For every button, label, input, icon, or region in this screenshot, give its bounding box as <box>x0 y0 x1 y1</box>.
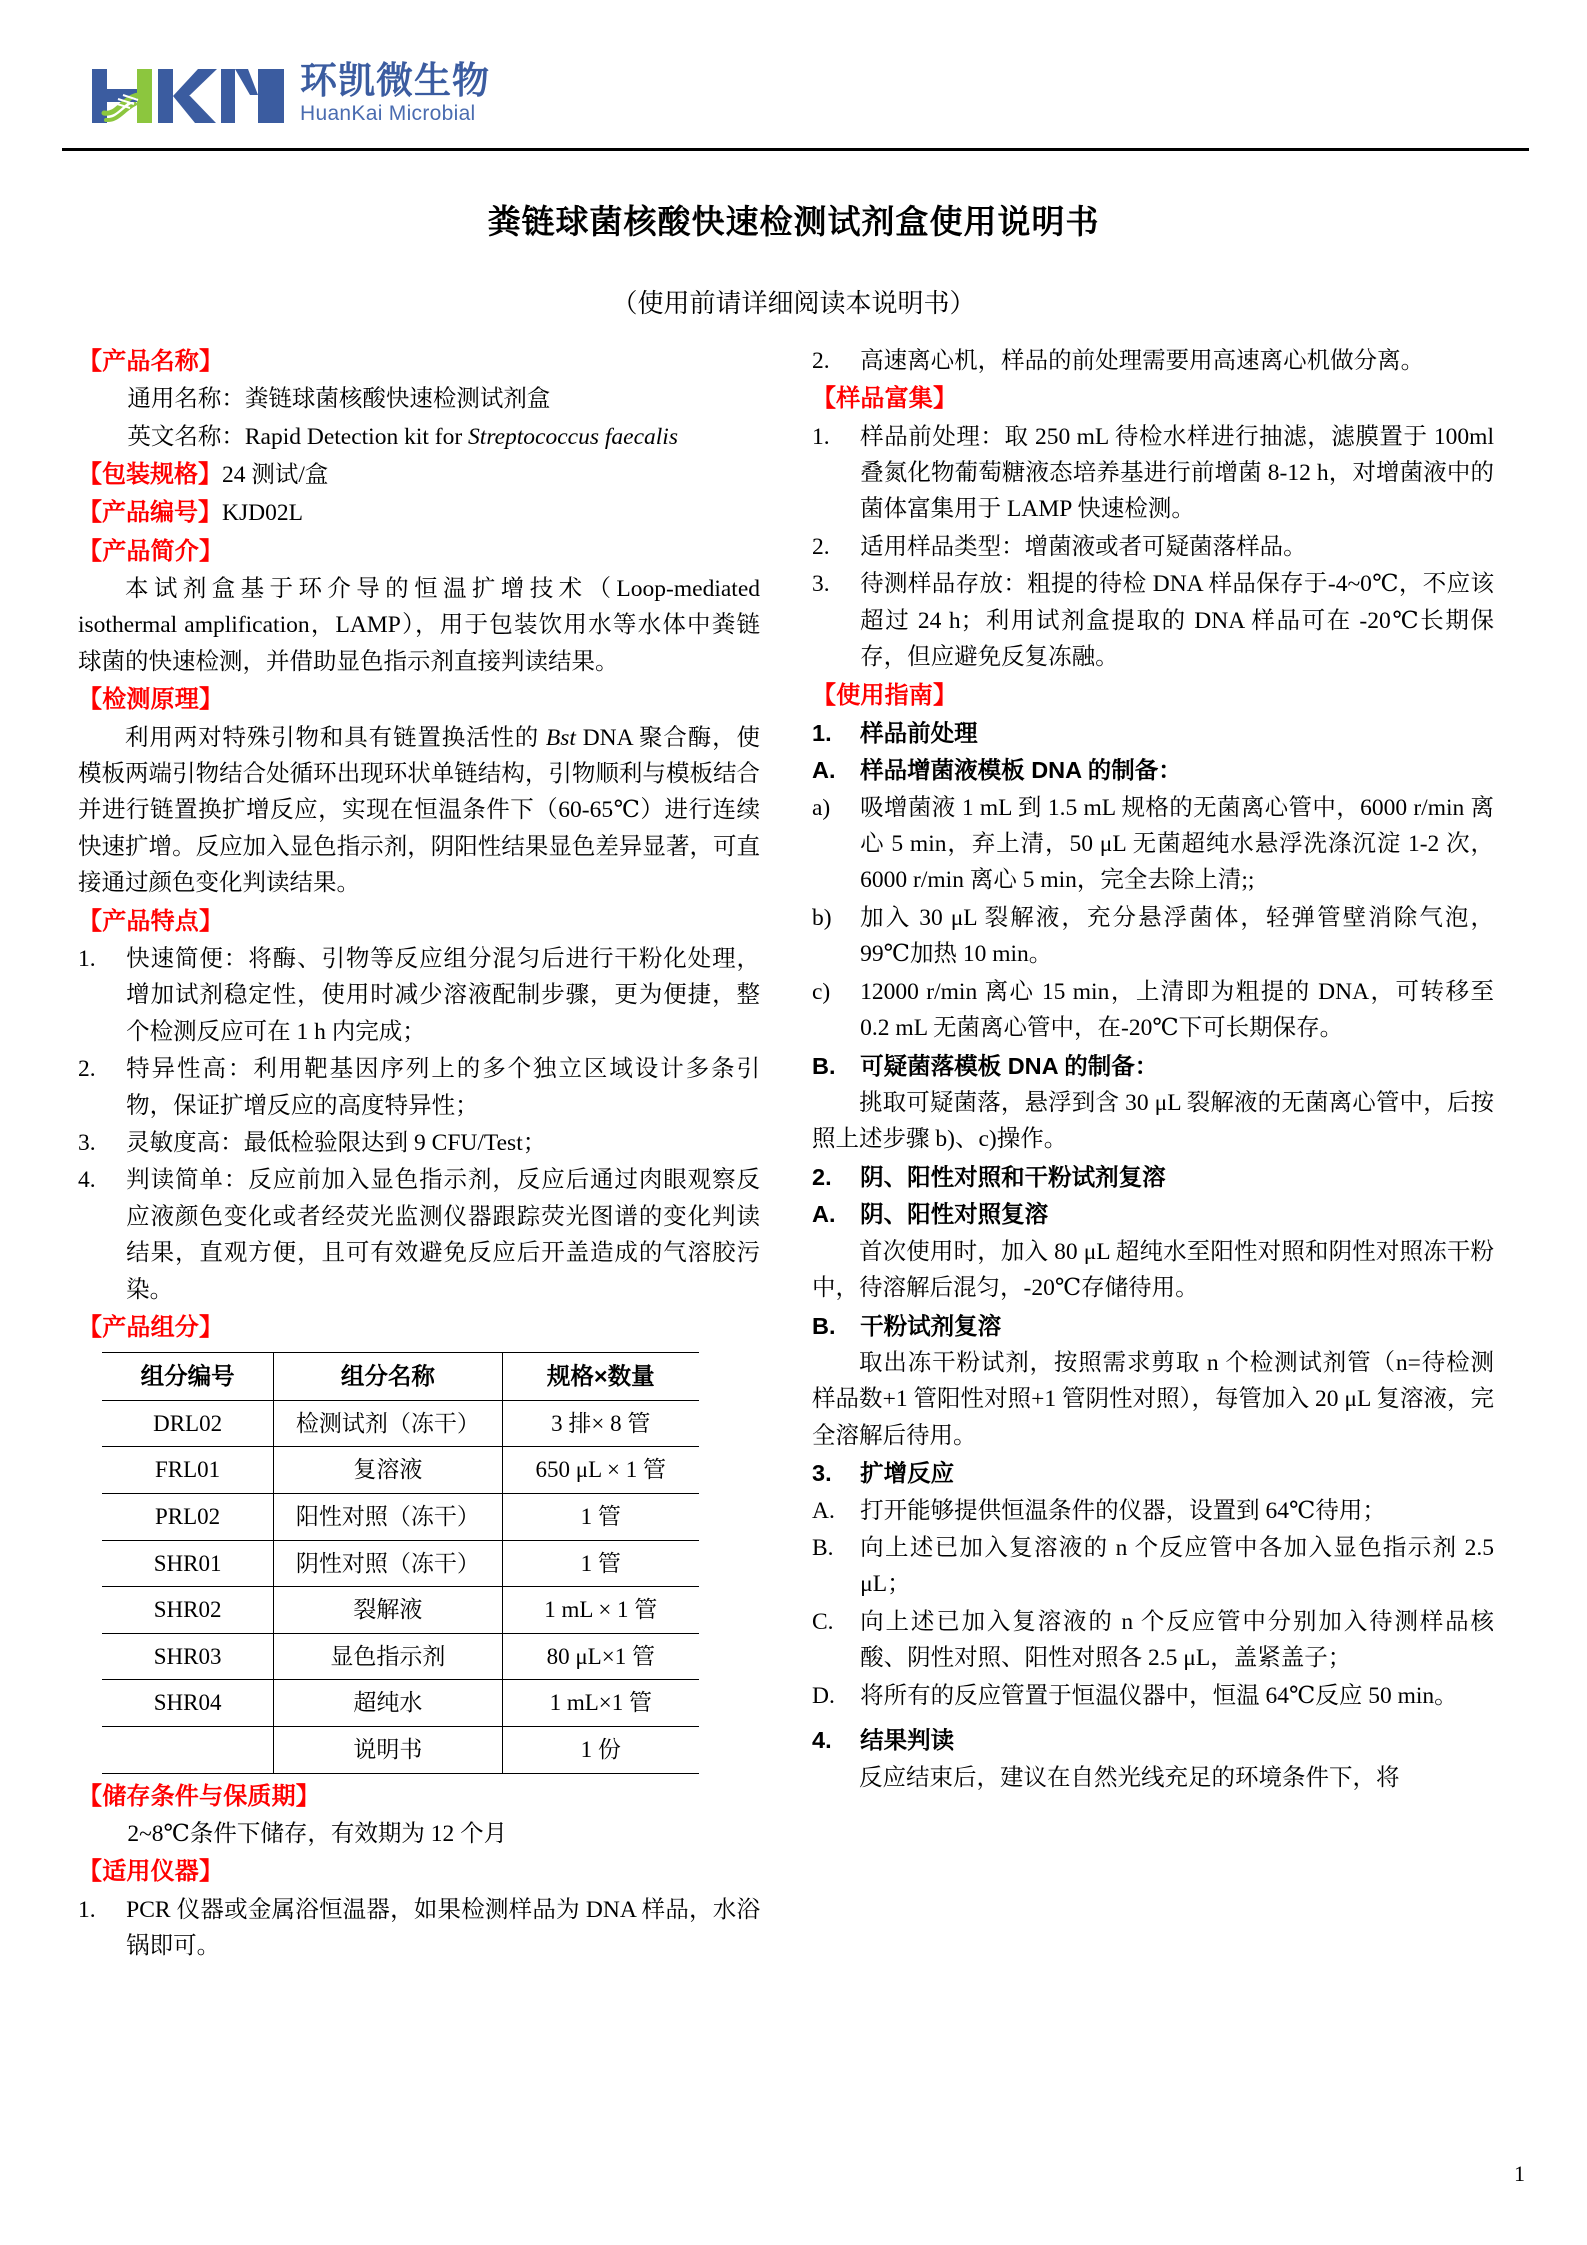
feature-text: 特异性高：利用靶基因序列上的多个独立区域设计多条引物，保证扩增反应的高度特异性； <box>126 1056 760 1119</box>
company-name-en: HuanKai Microbial <box>300 102 476 125</box>
list-item <box>812 343 1494 379</box>
cell-spec: 1 管 <box>502 1540 699 1587</box>
enrichment-text: 样品前处理：取 250 mL 待检水样进行抽滤，滤膜置于 100ml 叠氮化物葡萄糖液态培养基进行前增菌 8-12 h，对增菌液中的菌体富集用于 LAMP 快速检测。 <box>860 423 1494 523</box>
cell-code: SHR01 <box>102 1540 274 1587</box>
principle-text-part1: 利用两对特殊引物和具有链置换活性的 <box>125 724 546 751</box>
enrichment-text: 适用样品类型：增菌液或者可疑菌落样品。 <box>860 533 1307 560</box>
section-principle-heading: 【检测原理】 <box>78 686 224 714</box>
list-item <box>78 1125 760 1161</box>
section-package-spec <box>78 456 760 493</box>
package-spec-heading: 【包装规格】 <box>78 461 222 489</box>
list-item <box>812 566 1494 675</box>
hkm-logo-mark <box>90 63 286 125</box>
logo-wordmark <box>300 62 490 125</box>
intro-text: 本试剂盒基于环介导的恒温扩增技术（Loop-mediated isothermal amplification，LAMP），用于包装饮用水等水体中粪链球菌的快速检测，并借助显色指示剂直接判读结果。 <box>78 576 760 675</box>
package-spec-value: 24 测试/盒 <box>222 462 329 489</box>
section-features-heading: 【产品特点】 <box>78 907 224 935</box>
page-subtitle: （使用前请详细阅读本说明书） <box>611 289 976 318</box>
feature-text: 快速简便：将酶、引物等反应组分混匀后进行干粉化处理，增加试剂稳定性，使用时减少溶液配制步骤，更为便捷，整个检测反应可在 1 h 内完成； <box>126 945 760 1045</box>
list-item <box>78 1892 760 1965</box>
company-name-cn: 环凯微生物 <box>300 60 490 101</box>
column-header-code: 组分编号 <box>102 1353 274 1400</box>
guide-step3-B-text: 向上述已加入复溶液的 n 个反应管中各加入显色指示剂 2.5 μL； <box>860 1535 1494 1598</box>
guide-step1A-num: A. <box>812 757 836 784</box>
guide-step3-A-text: 打开能够提供恒温条件的仪器，设置到 64℃待用； <box>860 1497 1386 1524</box>
right-column <box>812 342 1494 1797</box>
cell-code: DRL02 <box>102 1400 274 1447</box>
section-components-heading: 【产品组分】 <box>78 1314 224 1342</box>
product-english-name <box>78 419 760 455</box>
guide-step3-C-text: 向上述已加入复溶液的 n 个反应管中分别加入待测样品核酸、阴性对照、阳性对照各 2.5 μL，盖紧盖子； <box>860 1608 1494 1672</box>
feature-num: 1. <box>78 945 96 972</box>
cell-name: 超纯水 <box>274 1680 502 1727</box>
column-header-spec: 规格×数量 <box>502 1353 699 1400</box>
guide-step1A-label: 样品增菌液模板 DNA 的制备： <box>860 757 1182 784</box>
guide-step <box>812 1722 1494 1758</box>
list-item <box>812 529 1494 565</box>
cell-spec: 650 μL × 1 管 <box>502 1447 699 1494</box>
product-code-value: KJD02L <box>222 500 303 527</box>
guide-step4-text: 反应结束后，建议在自然光线充足的环境条件下，将 <box>859 1764 1400 1791</box>
english-name-prefix: 英文名称：Rapid Detection kit for <box>127 423 469 450</box>
storage-text: 2~8℃条件下储存，有效期为 12 个月 <box>127 1820 508 1847</box>
section-instruments-heading: 【适用仪器】 <box>78 1858 224 1886</box>
guide-step2A-label: 阴、阳性对照复溶 <box>860 1201 1049 1228</box>
cell-spec: 80 μL×1 管 <box>502 1633 699 1680</box>
cell-code: SHR04 <box>102 1680 274 1727</box>
list-item <box>78 1162 760 1308</box>
page-header <box>0 0 1587 185</box>
enrichment-text: 待测样品存放：粗提的待检 DNA 样品保存于-4~0℃，不应该超过 24 h；利用试剂盒提取的 DNA 样品可在 -20℃长期保存，但应避免反复冻融。 <box>860 571 1494 671</box>
guide-a-text: 吸增菌液 1 mL 到 1.5 mL 规格的无菌离心管中，6000 r/min 离心 5 min，弃上清，50 μL 无菌超纯水悬浮洗涤沉淀 1-2 次，6000 r/min 离心 5 min，完全去除上清;; <box>860 794 1494 894</box>
product-common-name: 通用名称：粪链球菌核酸快速检测试剂盒 <box>127 386 551 413</box>
guide-b-num: b) <box>812 904 832 931</box>
guide-step2B-label: 干粉试剂复溶 <box>860 1312 1002 1339</box>
list-item <box>78 941 760 1050</box>
feature-num: 2. <box>78 1056 96 1083</box>
section-enrichment-heading: 【样品富集】 <box>812 385 958 413</box>
feature-num: 4. <box>78 1167 96 1194</box>
guide-step3-label: 扩增反应 <box>860 1460 955 1487</box>
list-item <box>812 1530 1494 1603</box>
company-logo <box>90 62 490 125</box>
list-item <box>812 1678 1494 1714</box>
guide-step2-label: 阴、阳性对照和干粉试剂复溶 <box>860 1163 1166 1190</box>
instrument-cont-text: 高速离心机，样品的前处理需要用高速离心机做分离。 <box>860 348 1425 374</box>
cell-code: FRL01 <box>102 1447 274 1494</box>
header-divider <box>62 148 1529 151</box>
section-guide-heading: 【使用指南】 <box>812 681 958 709</box>
cell-name: 显色指示剂 <box>274 1633 502 1680</box>
cell-name: 阴性对照（冻干） <box>274 1540 502 1587</box>
section-storage-heading: 【储存条件与保质期】 <box>78 1782 320 1810</box>
table-header-row <box>102 1353 699 1400</box>
principle-text-part2: DNA 聚合酶，使模板两端引物结合处循环出现环状单链结构，引物顺利与模板结合并进行链置换扩增反应，实现在恒温条件下（60-65℃）进行连续快速扩增。反应加入显色指示剂，阴阳性结果显色差异显著，可直接通过颜色变化判读结果。 <box>78 724 760 897</box>
guide-step3-B-num: B. <box>812 1535 834 1562</box>
guide-step1B-text: 挑取可疑菌落，悬浮到含 30 μL 裂解液的无菌离心管中，后按照上述步骤 b)、c)操作。 <box>812 1089 1494 1153</box>
page-title: 粪链球菌核酸快速检测试剂盒使用说明书 <box>487 203 1100 240</box>
guide-step2B-num: B. <box>812 1312 836 1339</box>
instrument-cont-num: 2. <box>812 348 830 374</box>
guide-substep <box>812 1048 1494 1084</box>
guide-step <box>812 1455 1494 1491</box>
product-code-heading: 【产品编号】 <box>78 499 222 527</box>
cell-name: 复溶液 <box>274 1447 502 1494</box>
guide-step2A-text: 首次使用时，加入 80 μL 超纯水至阳性对照和阴性对照冻干粉中，待溶解后混匀，-20℃存储待用。 <box>812 1238 1494 1302</box>
table-row <box>102 1400 699 1447</box>
guide-step1B-label: 可疑菌落模板 DNA 的制备： <box>860 1052 1159 1079</box>
guide-substep <box>812 752 1494 788</box>
guide-a-num: a) <box>812 794 831 821</box>
instrument-num: 1. <box>78 1896 96 1923</box>
list-item <box>812 419 1494 528</box>
guide-step2B-text: 取出冻干粉试剂，按照需求剪取 n 个检测试剂管（n=待检测样品数+1 管阳性对照+1 管阴性对照），每管加入 20 μL 复溶液，完全溶解后待用。 <box>812 1349 1494 1449</box>
list-item <box>812 974 1494 1047</box>
cell-name: 裂解液 <box>274 1587 502 1634</box>
table-row <box>102 1633 699 1680</box>
table-row <box>102 1587 699 1634</box>
spacer <box>812 1715 1494 1721</box>
guide-b-text: 加入 30 μL 裂解液，充分悬浮菌体，轻弹管壁消除气泡，99℃加热 10 min。 <box>860 904 1494 968</box>
table-row <box>102 1540 699 1587</box>
column-header-name: 组分名称 <box>274 1353 502 1400</box>
components-table <box>102 1352 699 1774</box>
guide-substep <box>812 1196 1494 1232</box>
cell-code: SHR02 <box>102 1587 274 1634</box>
enrichment-num: 1. <box>812 423 830 450</box>
list-item <box>812 790 1494 899</box>
cell-name: 说明书 <box>274 1727 502 1774</box>
table-row <box>102 1493 699 1540</box>
page-number: 1 <box>1514 2161 1525 2186</box>
list-item <box>812 1604 1494 1677</box>
guide-c-text: 12000 r/min 离心 15 min，上清即为粗提的 DNA，可转移至 0.2 mL 无菌离心管中，在-20℃下可长期保存。 <box>860 978 1494 1042</box>
list-item <box>812 1493 1494 1529</box>
section-product-name-heading: 【产品名称】 <box>78 348 224 375</box>
enrichment-num: 3. <box>812 571 830 598</box>
guide-step2-num: 2. <box>812 1163 832 1190</box>
cell-spec: 3 排× 8 管 <box>502 1400 699 1447</box>
guide-substep <box>812 1308 1494 1344</box>
instrument-text: PCR 仪器或金属浴恒温器，如果检测样品为 DNA 样品，水浴锅即可。 <box>126 1896 760 1959</box>
table-row <box>102 1680 699 1727</box>
list-item <box>78 1051 760 1124</box>
cell-name: 检测试剂（冻干） <box>274 1400 502 1447</box>
guide-step3-C-num: C. <box>812 1608 834 1635</box>
feature-num: 3. <box>78 1129 96 1156</box>
enrichment-num: 2. <box>812 533 830 560</box>
guide-step4-label: 结果判读 <box>860 1727 955 1754</box>
cell-code: SHR03 <box>102 1633 274 1680</box>
guide-step3-D-text: 将所有的反应管置于恒温仪器中，恒温 64℃反应 50 min。 <box>860 1682 1458 1709</box>
cell-spec: 1 mL × 1 管 <box>502 1587 699 1634</box>
guide-c-num: c) <box>812 978 831 1005</box>
section-intro-heading: 【产品简介】 <box>78 537 224 565</box>
table-row <box>102 1727 699 1774</box>
section-product-code <box>78 494 760 531</box>
feature-text: 判读简单：反应前加入显色指示剂，反应后通过肉眼观察反应液颜色变化或者经荧光监测仪器跟踪荧光图谱的变化判读结果，直观方便，且可有效避免反应后开盖造成的气溶胶污染。 <box>126 1167 760 1303</box>
guide-step1-num: 1. <box>812 719 832 746</box>
guide-step <box>812 1159 1494 1195</box>
principle-text <box>78 720 760 902</box>
cell-code <box>102 1727 274 1774</box>
guide-step1-label: 样品前处理 <box>860 719 978 746</box>
guide-step4-num: 4. <box>812 1727 832 1754</box>
guide-step3-A-num: A. <box>812 1497 835 1524</box>
cell-spec: 1 份 <box>502 1727 699 1774</box>
cell-code: PRL02 <box>102 1493 274 1540</box>
guide-step <box>812 715 1494 751</box>
list-item <box>812 900 1494 973</box>
principle-bst: Bst <box>545 724 576 751</box>
left-column <box>78 342 760 1965</box>
guide-step2A-num: A. <box>812 1201 836 1228</box>
table-row <box>102 1447 699 1494</box>
feature-text: 灵敏度高：最低检验限达到 9 CFU/Test； <box>126 1129 547 1156</box>
guide-step3-D-num: D. <box>812 1682 835 1709</box>
guide-step3-num: 3. <box>812 1460 832 1487</box>
guide-step1B-num: B. <box>812 1052 836 1079</box>
cell-spec: 1 mL×1 管 <box>502 1680 699 1727</box>
cell-name: 阳性对照（冻干） <box>274 1493 502 1540</box>
cell-spec: 1 管 <box>502 1493 699 1540</box>
english-name-species: Streptococcus faecalis <box>468 423 678 450</box>
